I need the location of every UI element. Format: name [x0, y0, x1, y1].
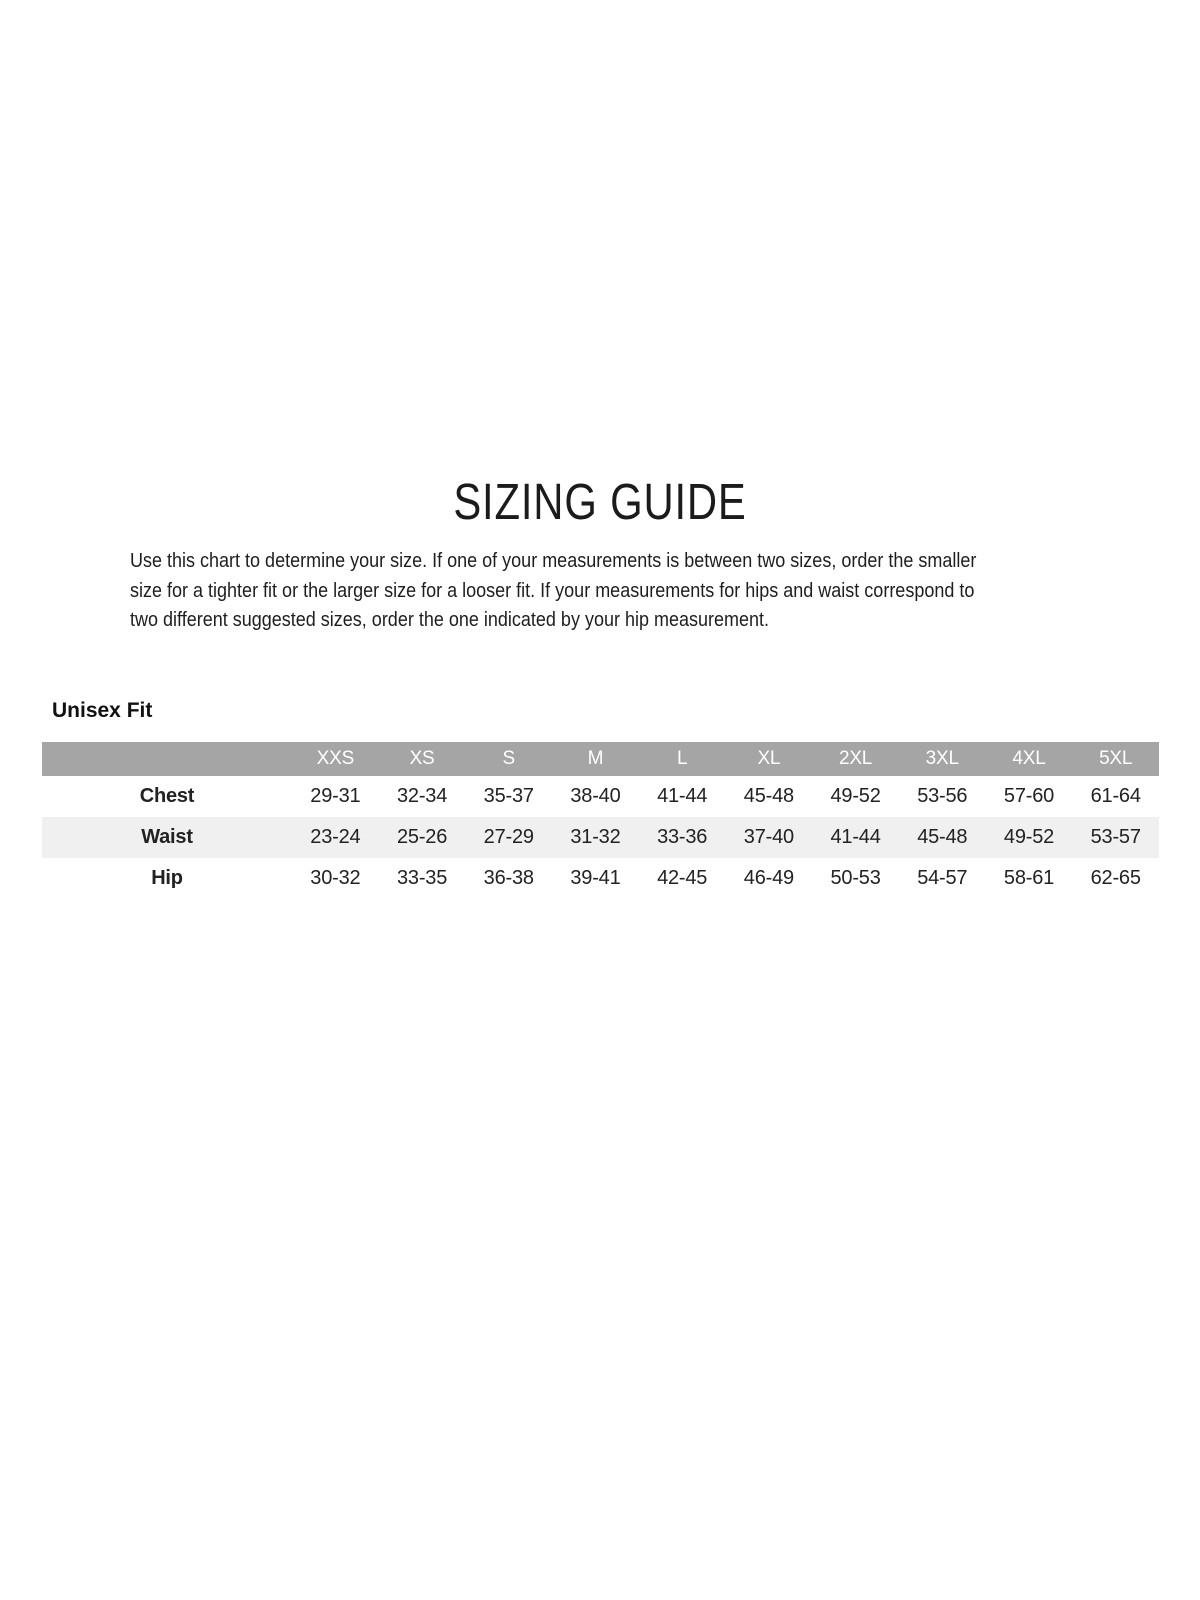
measurement-cell: 38-40	[570, 785, 621, 807]
measurement-cell: 37-40	[743, 826, 794, 848]
measurement-cell: 39-41	[570, 867, 621, 889]
intro-line-3: two different suggested sizes, order the one indicated by your hip measurement.	[130, 609, 770, 631]
measurement-cell: 36-38	[483, 867, 534, 889]
measurement-cell: 54-57	[917, 867, 968, 889]
header-spacer-cell	[42, 742, 292, 776]
size-column-header-xl: XL	[757, 748, 781, 769]
measurement-cell: 53-57	[1090, 826, 1141, 848]
row-label-hip: Hip	[151, 867, 183, 889]
measurement-cell: 57-60	[1003, 785, 1055, 807]
measurement-cell: 41-44	[657, 785, 708, 807]
measurement-cell: 32-34	[396, 785, 448, 807]
row-label-chest: Chest	[139, 785, 195, 807]
measurement-cell: 23-24	[310, 826, 361, 848]
row-label-waist: Waist	[141, 826, 193, 848]
measurement-cell: 25-26	[396, 826, 448, 848]
measurement-cell: 49-52	[1003, 826, 1055, 848]
size-column-header-4xl: 4XL	[1012, 748, 1046, 769]
measurement-cell: 62-65	[1090, 867, 1141, 889]
size-column-header-5xl: 5XL	[1099, 748, 1133, 769]
intro-line-2: size for a tighter fit or the larger size for a looser fit. If your measurements for hips and waist correspond to	[130, 579, 975, 602]
measurement-cell: 61-64	[1090, 785, 1141, 807]
measurement-cell: 45-48	[743, 785, 794, 807]
page-title: SIZING GUIDE	[453, 473, 747, 530]
table-row-waist	[42, 817, 1159, 858]
intro-line-1: Use this chart to determine your size. If one of your measurements is between two sizes, order the smaller	[130, 550, 977, 572]
size-column-header-m: M	[587, 748, 604, 769]
table-row-hip	[42, 858, 1159, 899]
size-column-header-xs: XS	[409, 748, 435, 769]
size-column-header-xxs: XXS	[316, 748, 355, 769]
size-column-header-2xl: 2XL	[838, 748, 873, 769]
size-table	[42, 742, 1159, 899]
measurement-cell: 27-29	[483, 826, 534, 848]
section-heading-unisex-fit: Unisex Fit	[52, 699, 153, 722]
measurement-cell: 53-56	[917, 785, 968, 807]
size-column-header-l: L	[676, 748, 688, 769]
measurement-cell: 33-36	[657, 826, 708, 848]
size-table-header-row	[42, 742, 1159, 776]
measurement-cell: 31-32	[570, 826, 621, 848]
measurement-cell: 50-53	[830, 867, 881, 889]
measurement-cell: 42-45	[657, 867, 708, 889]
measurement-cell: 45-48	[917, 826, 968, 848]
measurement-cell: 30-32	[310, 867, 361, 889]
measurement-cell: 33-35	[396, 867, 448, 889]
size-column-header-s: S	[502, 748, 515, 769]
measurement-cell: 58-61	[1003, 867, 1055, 889]
measurement-cell: 29-31	[310, 785, 361, 807]
table-row-chest	[42, 776, 1159, 817]
measurement-cell: 46-49	[743, 867, 794, 889]
measurement-cell: 49-52	[830, 785, 881, 807]
measurement-cell: 41-44	[830, 826, 881, 848]
measurement-cell: 35-37	[483, 785, 534, 807]
intro-paragraph	[130, 547, 976, 636]
size-column-header-3xl: 3XL	[925, 748, 959, 769]
